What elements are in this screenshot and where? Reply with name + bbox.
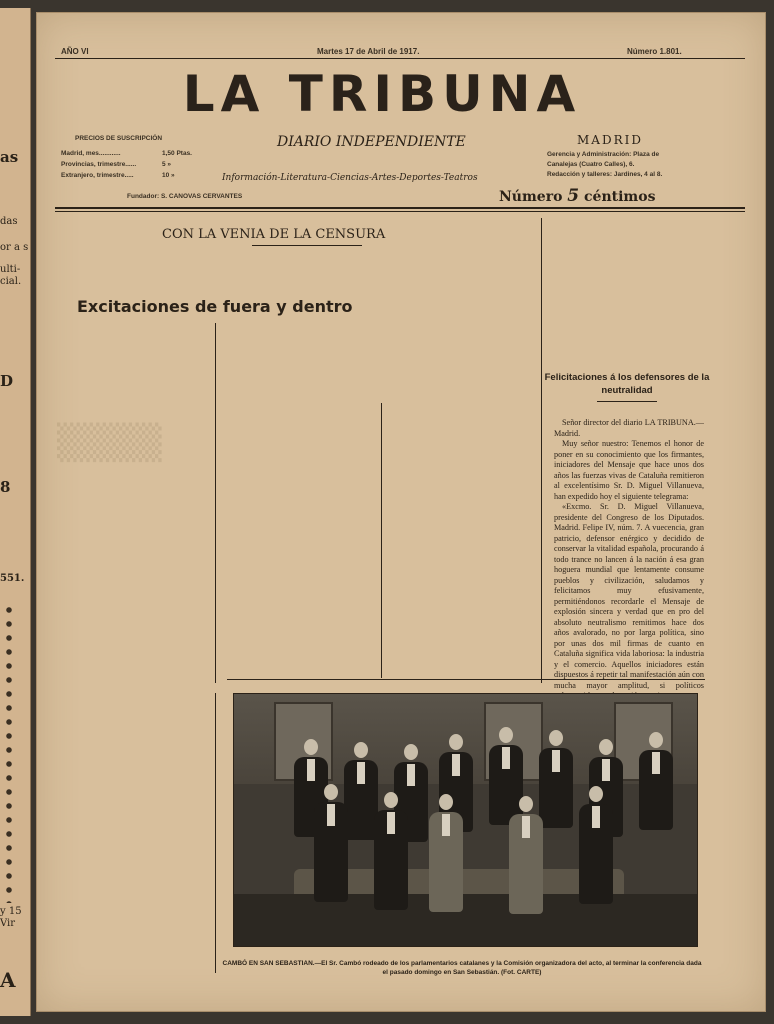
subscription-row-price: 1,50 Ptas. [162, 150, 192, 157]
fragment: or a s [0, 242, 29, 253]
city: MADRID [577, 133, 643, 147]
newspaper-page [36, 12, 766, 1012]
fragment: ulti- [0, 264, 21, 275]
header-bottom-rule [55, 207, 745, 209]
photo-top-rule [227, 679, 705, 680]
column-rule [541, 218, 542, 683]
header-rule [55, 58, 745, 59]
admin-line: Canalejas (Cuatro Calles), 6. [547, 161, 635, 168]
censorship-note: CON LA VENIA DE LA CENSURA [162, 227, 386, 242]
masthead: LA TRIBUNA [182, 65, 582, 123]
fragment: 551. [0, 573, 25, 584]
censorship-underline [252, 245, 362, 246]
article-title: Felicitaciones á los defensores de la neutralidad [544, 372, 710, 396]
subscription-row-label: Provincias, trimestre...... [61, 161, 137, 168]
subscription-row-price: 5 » [162, 161, 172, 168]
article-paragraph: Muy señor nuestro: Tenemos el honor de poner en su conocimiento que los firmantes, iniciadores del Mensaje que hace unos dos años las fuerzas vivas de Cataluña remitieron al excelentísimo Sr. D. Miguel Villanueva, han expedido hoy el siguiente telegrama: [554, 439, 704, 501]
header-bottom-rule-thin [55, 211, 745, 212]
subscription-row-label: Madrid, mes............ [61, 150, 121, 157]
article-body [554, 418, 704, 690]
show-through-ink: ▒▒▒▒ [57, 423, 162, 463]
fragment: das [0, 216, 18, 227]
column-rule [381, 403, 382, 678]
subscription-row-label: Extranjero, trimestre..... [61, 172, 134, 179]
subscription-title: PRECIOS DE SUSCRIPCIÓN [75, 135, 163, 142]
fragment: 8 [0, 478, 11, 496]
admin-line: Redacción y talleres: Jardines, 4 al 8. [547, 171, 663, 178]
fragment: Vir [0, 918, 16, 929]
subtitle: DIARIO INDEPENDIENTE [277, 134, 466, 150]
fragment: A [0, 968, 16, 992]
article-paragraph: «Excmo. Sr. D. Miguel Villanueva, presidente del Congreso de los Diputados. Madrid. Felipe IV, núm. 7. A vuecencia, gran patricio, defensor enérgico y decidido de conservar la vitalidad española, procurando á todo trance no lancen á la nación á esa gran hoguera mundial que lentamente consume pueblos y civilización, saludamos y felicitamos muy efusivamente, permitiéndonos recordarle el Mensaje de explosión sincera y verdad que en pro del absoluto neutralismo remitimos hace dos años avalorado, no por larga política, sino por unas dos mil firmas de cuanto en Cataluña significa vida laboriosa: la industria y el comercio. Aquellos iniciadores están dispuestos á repetir tal manifestación aún con mucha mayor amplitud, si políticos [554, 502, 704, 690]
fragment: cial. [0, 276, 22, 287]
founder: Fundador: S. CANOVAS CERVANTES [127, 193, 243, 200]
price [499, 186, 655, 206]
issue-number: Número 1.801. [627, 47, 682, 56]
photo-floor [234, 894, 697, 946]
column-rule [215, 323, 216, 683]
fragment: as [0, 148, 19, 166]
fragment: y 15 [0, 906, 22, 917]
fragment: D [0, 372, 14, 390]
price-suffix: céntimos [584, 189, 656, 205]
admin-line: Gerencia y Administración: Plaza de [547, 151, 660, 158]
group-photograph [233, 693, 698, 947]
date: Martes 17 de Abril de 1917. [317, 47, 420, 56]
sections-line: Información-Literatura-Ciencias-Artes-Deportes-Teatros [222, 173, 478, 183]
article-title-rule [597, 401, 657, 402]
price-number: 5 [567, 186, 580, 206]
subscription-row-price: 10 » [162, 172, 175, 179]
decorative-dots [2, 603, 16, 903]
column-rule [215, 693, 216, 973]
year: AÑO VI [61, 47, 89, 56]
adjacent-page-strip [0, 8, 31, 1016]
headline: Excitaciones de fuera y dentro [77, 297, 353, 316]
photo-caption: CAMBÓ EN SAN SEBASTIAN.—El Sr. Cambó rodeado de los parlamentarios catalanes y la Comisión organizadora del acto, al terminar la conferencia dada el pasado domingo en San Sebastián. (Fot. CARTE) [222, 960, 702, 976]
price-prefix: Número [499, 189, 563, 205]
article-paragraph: Señor director del diario LA TRIBUNA.—Madrid. [554, 418, 704, 438]
